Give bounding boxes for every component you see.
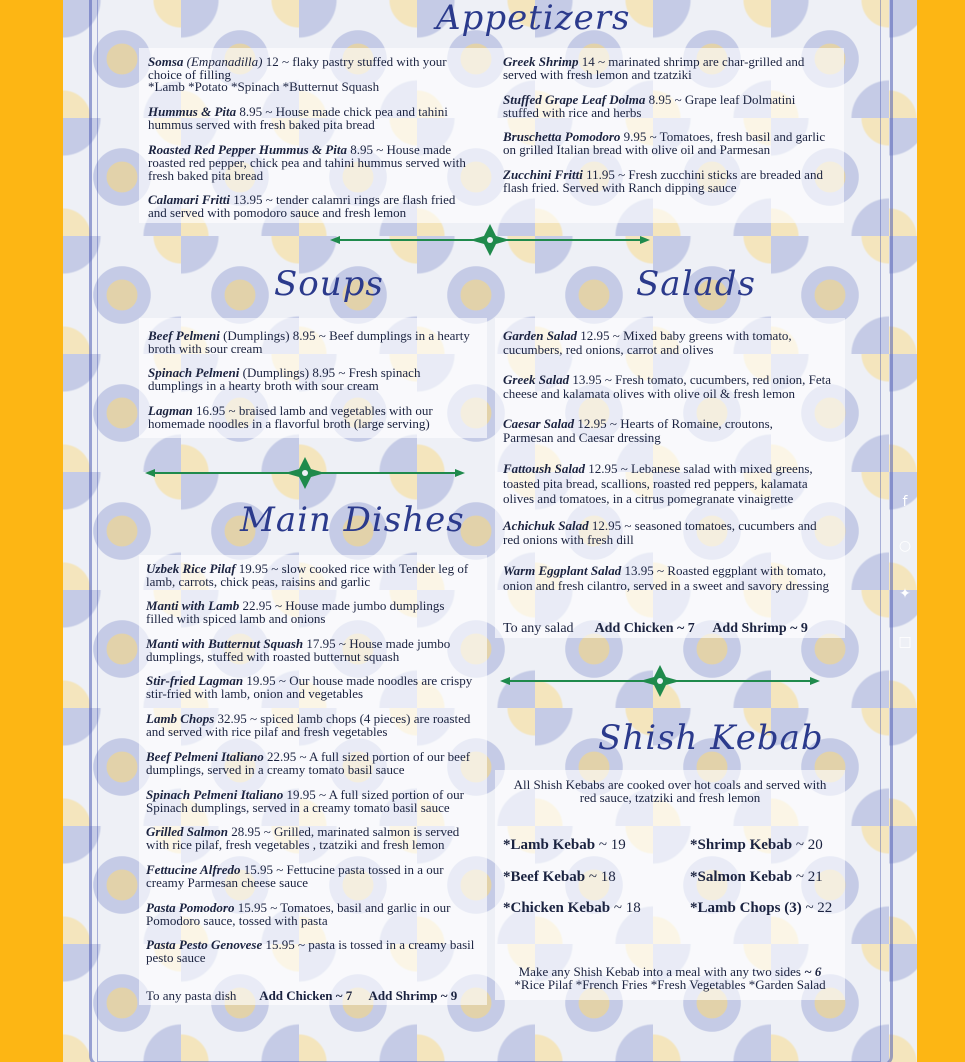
menu-item-dolma: Stuffed Grape Leaf Dolma 8.95 ~ Grape leaf Dolmatini stuffed with rice and herbs bbox=[503, 92, 796, 120]
kebab-lamb-chops: *Lamb Chops (3) ~ 22 bbox=[690, 900, 833, 916]
menu-item-bruschetta: Bruschetta Pomodoro 9.95 ~ Tomatoes, fresh basil and garlic on grilled Italian bread with olive oil and Parmesan bbox=[503, 129, 826, 157]
menu-item-calamari: Calamari Fritti 13.95 ~ tender calamri rings are flash fried and served with pomodoro sauce and fresh lemon bbox=[148, 192, 456, 220]
menu-item-beef-pelmeni-italiano: Beef Pelmeni Italiano 22.95 ~ A full sized portion of our beef dumplings, served in a creamy tomato basil sauce bbox=[146, 749, 471, 777]
kebab-meal-sides: *Rice Pilaf *French Fries *Fresh Vegetables *Garden Salad bbox=[514, 977, 826, 992]
section-title-appetizers: Appetizers bbox=[436, 0, 631, 38]
menu-item-manti-lamb: Manti with Lamb 22.95 ~ House made jumbo dumplings filled with spiced lamb and onions bbox=[146, 598, 445, 626]
menu-item-lamb-chops: Lamb Chops 32.95 ~ spiced lamb chops (4 pieces) are roasted and served with rice pilaf and fresh vegetables bbox=[146, 711, 471, 739]
kebab-chicken: *Chicken Kebab ~ 18 bbox=[503, 900, 641, 916]
menu-item-spinach-pelmeni: Spinach Pelmeni (Dumplings) 8.95 ~ Fresh spinach dumplings in a hearty broth with sour cream bbox=[148, 365, 421, 393]
kebab-shrimp: *Shrimp Kebab ~ 20 bbox=[690, 837, 823, 853]
twitter-icon[interactable]: ✦ bbox=[899, 586, 911, 602]
menu-item-pasta-pesto: Pasta Pesto Genovese 15.95 ~ pasta is tossed in a creamy basil pesto sauce bbox=[146, 937, 475, 965]
menu-item-beef-pelmeni: Beef Pelmeni (Dumplings) 8.95 ~ Beef dumplings in a hearty broth with sour cream bbox=[148, 328, 470, 356]
menu-item-fettucine-alfredo: Fettucine Alfredo 15.95 ~ Fettucine pasta tossed in a our creamy Parmesan cheese sauce bbox=[146, 862, 444, 890]
menu-item-lagman: Lagman 16.95 ~ braised lamb and vegetables with our homemade noodles in a flavorful broth (large serving) bbox=[148, 403, 433, 431]
facebook-icon[interactable]: f bbox=[902, 494, 908, 510]
menu-item-uzbek-pilaf: Uzbek Rice Pilaf 19.95 ~ slow cooked rice with Tender leg of lamb, carrots, chick peas, raisins and garlic bbox=[146, 561, 469, 589]
menu-item-garden-salad: Garden Salad 12.95 ~ Mixed baby greens with tomato, cucumbers, red onions, carrot and olives bbox=[503, 328, 792, 357]
section-title-salads: Salads bbox=[636, 264, 756, 304]
section-title-main-dishes: Main Dishes bbox=[240, 500, 465, 540]
menu-item-grilled-salmon: Grilled Salmon 28.95 ~ Grilled, marinated salmon is served with rice pilaf, fresh vegetables , tzatziki and fresh lemon bbox=[146, 824, 460, 852]
menu-item-caesar-salad: Caesar Salad 12.95 ~ Hearts of Romaine, croutons, Parmesan and Caesar dressing bbox=[503, 416, 773, 445]
section-title-soups: Soups bbox=[274, 264, 384, 304]
salad-addons: To any salad Add Chicken ~ 7 Add Shrimp ~ 9 bbox=[503, 621, 808, 636]
kebab-beef: *Beef Kebab ~ 18 bbox=[503, 869, 616, 885]
menu-item-stir-fried-lagman: Stir-fried Lagman 19.95 ~ Our house made noodles are crispy stir-fried with lamb, onion and vegetables bbox=[146, 673, 473, 701]
pasta-addons: To any pasta dish Add Chicken ~ 7 Add Shrimp ~ 9 bbox=[146, 988, 458, 1003]
chat-icon[interactable]: ○ bbox=[898, 538, 912, 554]
kebab-meal-offer: Make any Shish Kebab into a meal with any two sides ~ 6 bbox=[518, 964, 822, 979]
menu-item-greek-shrimp: Greek Shrimp 14 ~ marinated shrimp are char-grilled and served with fresh lemon and tzatziki bbox=[503, 54, 805, 82]
menu-item-zucchini: Zucchini Fritti 11.95 ~ Fresh zucchini sticks are breaded and flash fried. Served with Ranch dipping sauce bbox=[503, 167, 823, 195]
menu-item-achichuk-salad: Achichuk Salad 12.95 ~ seasoned tomatoes, cucumbers and red onions with fresh dill bbox=[503, 518, 817, 547]
menu-item-somsa: Somsa (Empanadilla) 12 ~ flaky pastry stuffed with your choice of filling bbox=[148, 54, 447, 82]
menu-item-hummus: Hummus & Pita 8.95 ~ House made chick pea and tahini hummus served with fresh baked pita bread bbox=[148, 104, 448, 132]
instagram-icon[interactable]: □ bbox=[898, 634, 912, 650]
menu-item-fattoush-salad: Fattoush Salad 12.95 ~ Lebanese salad with mixed greens, toasted pita bread, scallions, roasted red peppers, kalamata olives and tomatoes, in a citrus pomegranate vinaigrette bbox=[503, 461, 813, 506]
menu-item-manti-squash: Manti with Butternut Squash 17.95 ~ House made jumbo dumplings, stuffed with roasted butternut squash bbox=[146, 636, 451, 664]
menu-item-pasta-pomodoro: Pasta Pomodoro 15.95 ~ Tomatoes, basil and garlic in our Pomodoro sauce, tossed with pasta bbox=[146, 900, 451, 928]
menu-item-red-pepper-hummus: Roasted Red Pepper Hummus & Pita 8.95 ~ House made roasted red pepper, chick pea and tahini hummus served with fresh baked pita bread bbox=[148, 142, 466, 183]
ornament-divider-2 bbox=[145, 455, 465, 491]
section-title-shish-kebab: Shish Kebab bbox=[598, 718, 824, 758]
menu-item-spinach-pelmeni-italiano: Spinach Pelmeni Italiano 19.95 ~ A full sized portion of our Spinach dumplings, served in a creamy tomato basil sauce bbox=[146, 787, 464, 815]
kebab-lamb: *Lamb Kebab ~ 19 bbox=[503, 837, 626, 853]
kebab-intro: All Shish Kebabs are cooked over hot coals and served with red sauce, tzatziki and fresh lemon bbox=[513, 777, 827, 805]
menu-item-eggplant-salad: Warm Eggplant Salad 13.95 ~ Roasted eggplant with tomato, onion and fresh cilantro, served in a sweet and savory dressing bbox=[503, 563, 829, 593]
menu-item-greek-salad: Greek Salad 13.95 ~ Fresh tomato, cucumbers, red onion, Feta cheese and kalamata olives with olive oil & fresh lemon bbox=[503, 372, 832, 401]
kebab-salmon: *Salmon Kebab ~ 21 bbox=[690, 869, 823, 885]
ornament-divider-3 bbox=[500, 663, 820, 699]
somsa-fillings: *Lamb *Potato *Spinach *Butternut Squash bbox=[148, 79, 380, 94]
ornament-divider-1 bbox=[330, 222, 650, 258]
